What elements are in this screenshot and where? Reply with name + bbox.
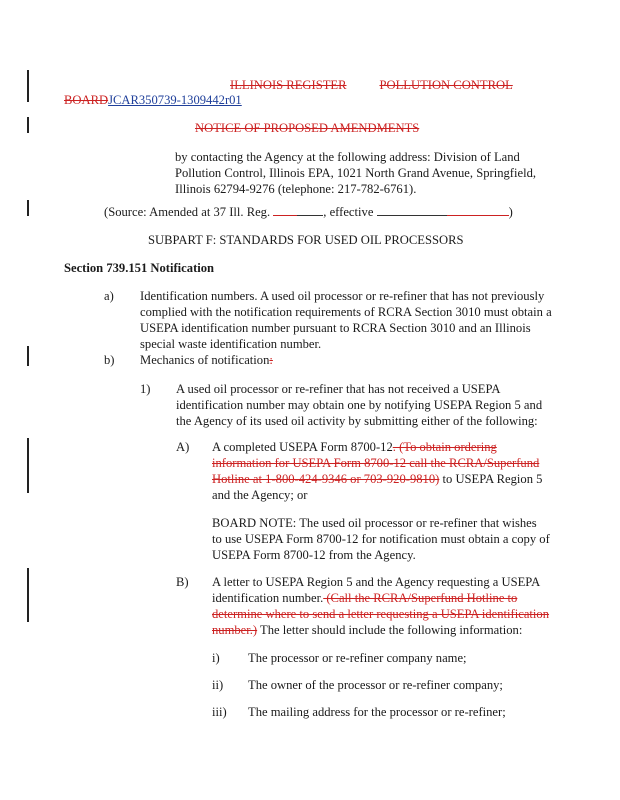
agency-title-cont: BOARD xyxy=(64,93,109,107)
list-item: The processor or re-refiner company name; xyxy=(248,651,467,665)
para-B-line xyxy=(212,622,522,638)
para-A-line: and the Agency; or xyxy=(212,488,308,502)
reg-volume-blank xyxy=(273,206,297,216)
para-b-heading-struck: : xyxy=(269,353,273,367)
para-A-struck: . (To obtain ordering xyxy=(392,440,497,454)
source-close: ) xyxy=(508,205,513,219)
para-A-line xyxy=(212,455,539,471)
source-prefix: (Source: Amended at 37 Ill. Reg. xyxy=(104,205,271,219)
effective-date-blank xyxy=(377,206,447,216)
para-B-line: A letter to USEPA Region 5 and the Agency requesting a USEPA xyxy=(212,575,541,589)
para-A-line xyxy=(212,471,542,487)
notice-title: NOTICE OF PROPOSED AMENDMENTS xyxy=(195,121,420,135)
board-note-line: BOARD NOTE: The used oil processor or re-refiner that wishes xyxy=(212,516,537,530)
section-title: Section 739.151 Notification xyxy=(64,261,215,275)
intro-line: Illinois 62794-9276 (telephone: 217-782-6761). xyxy=(175,182,417,196)
para-b1-line: A used oil processor or re-refiner that has not received a USEPA xyxy=(176,382,501,396)
header-line xyxy=(230,77,513,93)
para-a-label: a) xyxy=(104,289,114,303)
agency-title: POLLUTION CONTROL xyxy=(379,78,513,92)
para-A-struck: information for USEPA Form 8700-12 call the RCRA/Superfund xyxy=(212,456,540,470)
notice-title-row xyxy=(195,120,419,136)
source-effective: , effective xyxy=(323,205,374,219)
list-item-label: i) xyxy=(212,651,220,665)
para-b1-line: the Agency of its used oil activity by submitting either of the following: xyxy=(176,414,538,428)
jcar-id: JCAR350739-1309442r01 xyxy=(108,93,242,107)
change-bar xyxy=(27,346,29,366)
list-item-label: iii) xyxy=(212,705,227,719)
para-B-label: B) xyxy=(176,575,189,589)
para-B-text: identification number. xyxy=(212,591,324,605)
board-note-line: to use USEPA Form 8700-12 for notification must obtain a copy of xyxy=(212,532,550,546)
board-note-line: USEPA Form 8700-12 from the Agency. xyxy=(212,548,416,562)
para-B-line xyxy=(212,590,517,606)
para-a-line: special waste identification number. xyxy=(140,337,322,351)
intro-line: Pollution Control, Illinois EPA, 1021 North Grand Avenue, Springfield, xyxy=(175,166,537,180)
change-bar xyxy=(27,568,29,622)
list-item: The mailing address for the processor or re-refiner; xyxy=(248,705,506,719)
para-b1-line: identification number may obtain one by notifying USEPA Region 5 and xyxy=(176,398,543,412)
para-b-label: b) xyxy=(104,353,115,367)
para-a-line: USEPA identification number pursuant to RCRA Section 3010 and an Illinois xyxy=(140,321,531,335)
change-bar xyxy=(27,200,29,216)
list-item: The owner of the processor or re-refiner company; xyxy=(248,678,503,692)
para-B-struck: determine where to send a letter requesting a USEPA identification xyxy=(212,607,550,621)
source-note xyxy=(104,204,513,220)
para-b-heading xyxy=(140,352,273,368)
register-title: ILLINOIS REGISTER xyxy=(230,78,347,92)
para-a-line: complied with the notification requirements of RCRA Section 3010 must obtain a xyxy=(140,305,552,319)
list-item-label: ii) xyxy=(212,678,224,692)
header-line-2 xyxy=(64,92,242,108)
para-b-heading-text: Mechanics of notification xyxy=(140,353,270,367)
para-b1-label: 1) xyxy=(140,382,151,396)
para-B-text: The letter should include the following information: xyxy=(257,623,523,637)
para-A-text: A completed USEPA Form 8700-12 xyxy=(212,440,393,454)
para-A-line xyxy=(212,439,497,455)
reg-page-blank xyxy=(297,206,323,216)
intro-line: by contacting the Agency at the following address: Division of Land xyxy=(175,150,520,164)
para-A-label: A) xyxy=(176,440,190,454)
change-bar xyxy=(27,117,29,133)
para-B-struck: number.) xyxy=(212,623,258,637)
effective-date-blank-red xyxy=(447,206,509,216)
para-B-struck: (Call the RCRA/Superfund Hotline to xyxy=(323,591,518,605)
para-A-struck: Hotline at 1-800-424-9346 or 703-920-9810) xyxy=(212,472,440,486)
para-a-line: Identification numbers. A used oil processor or re-refiner that has not previously xyxy=(140,289,545,303)
change-bar xyxy=(27,70,29,102)
para-B-line xyxy=(212,606,549,622)
para-A-text: to USEPA Region 5 xyxy=(439,472,543,486)
subpart-heading: SUBPART F: STANDARDS FOR USED OIL PROCESSORS xyxy=(148,233,464,247)
change-bar xyxy=(27,438,29,493)
